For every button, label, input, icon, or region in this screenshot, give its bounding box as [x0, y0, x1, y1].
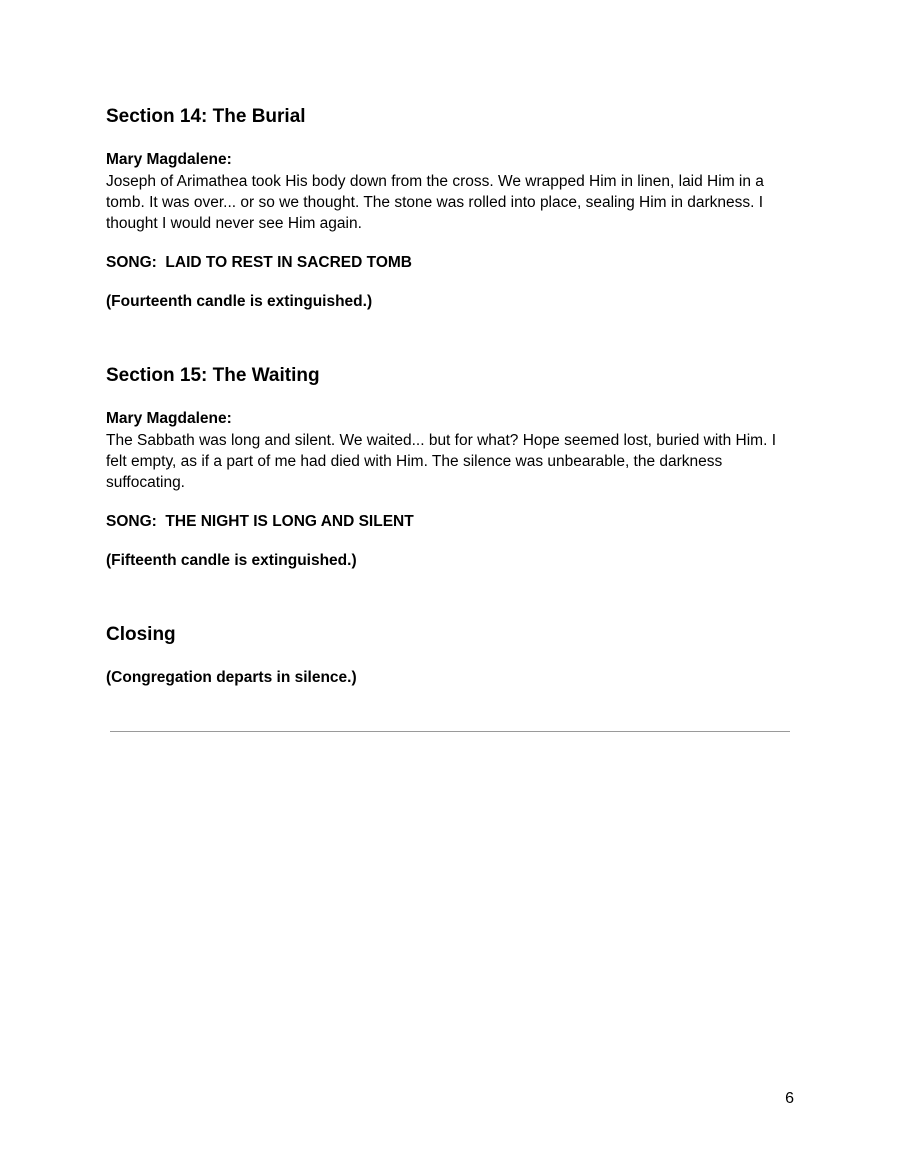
stage-direction: (Fifteenth candle is extinguished.)	[106, 552, 357, 569]
song-title: SONG: THE NIGHT IS LONG AND SILENT	[106, 513, 414, 530]
stage-direction: (Congregation departs in silence.)	[106, 669, 357, 686]
closing-heading: Closing	[106, 624, 176, 645]
speaker-name: Mary Magdalene:	[106, 151, 232, 168]
speaker-name: Mary Magdalene:	[106, 410, 232, 427]
horizontal-divider	[110, 731, 790, 732]
speech-text: Joseph of Arimathea took His body down from the cross. We wrapped Him in linen, laid Him in a tomb. It was over... or so we thought. The stone was rolled into place, sealing Him in darkness. I thought I would never see Him again.	[106, 173, 764, 232]
closing-section	[106, 622, 800, 688]
song-title: SONG: LAID TO REST IN SACRED TOMB	[106, 254, 412, 271]
page-content	[106, 104, 800, 688]
stage-direction: (Fourteenth candle is extinguished.)	[106, 293, 373, 310]
section-heading: Section 14: The Burial	[106, 106, 306, 127]
section-spacer	[106, 312, 800, 363]
page-number: 6	[785, 1090, 794, 1107]
section-spacer	[106, 571, 800, 622]
section-14	[106, 104, 800, 312]
section-heading: Section 15: The Waiting	[106, 365, 320, 386]
section-15	[106, 363, 800, 571]
speech-text: The Sabbath was long and silent. We waited... but for what? Hope seemed lost, buried with Him. I felt empty, as if a part of me had died with Him. The silence was unbearable, the darkness suffocating.	[106, 432, 777, 491]
